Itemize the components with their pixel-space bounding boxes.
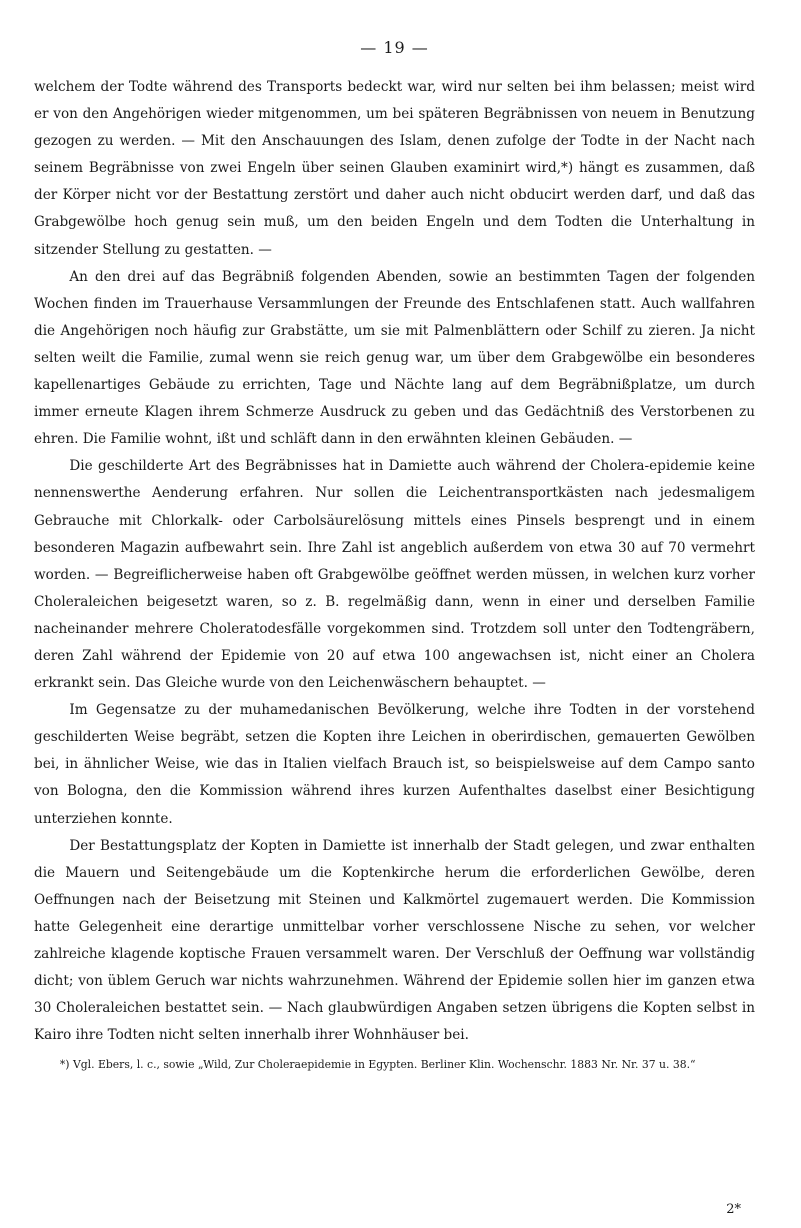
footnote: *) Vgl. Ebers, l. c., sowie „Wild, Zur Choleraepidemie in Egypten. Berliner Klin. Wochenschr. 1883 Nr. Nr. 37 u. 38.“ — [59, 1058, 696, 1072]
paragraph-1: welchem der Todte während des Transports bedeckt war, wird nur selten bei ihm belassen; meist wird er von den Angehörigen wieder mitgenommen, um bei späteren Begräbnissen von neuem in Benutzung gezogen zu werden. — Mit den Anschauungen des Islam, denen zufolge der Todte in der Nacht nach seinem Begräbnisse von zwei Engeln über seinen Glauben examinirt wird,*) hängt es zusammen, daß der Körper nicht vor der Bestattung zerstört und daher auch nicht obducirt werden darf, und daß das Grabgewölbe hoch genug sein muß, um den beiden Engeln und dem Todten die Unterhaltung in sitzender Stellung zu gestatten. — — [34, 79, 755, 258]
printer-signature-mark: 2* — [726, 1202, 741, 1217]
body-text — [34, 74, 755, 1049]
paragraph-2: An den drei auf das Begräbniß folgenden Abenden, sowie an bestimmten Tagen der folgenden Wochen finden im Trauerhause Versammlungen der Freunde des Entschlafenen statt. Auch wallfahren die Angehörigen noch häufig zur Grabstätte, um sie mit Palmenblättern oder Schilf zu zieren. Ja nicht selten weilt die Familie, zumal wenn sie reich genug war, um über dem Grabgewölbe ein besonderes kapellenartiges Gebäude zu errichten, Tage und Nächte lang auf dem Begräbnißplatze, um durch immer erneute Klagen ihrem Schmerze Ausdruck zu geben und das Gedächtniß des Verstorbenen zu ehren. Die Familie wohnt, ißt und schläft dann in den erwähnten kleinen Gebäuden. — — [34, 268, 755, 448]
paragraph-3: Die geschilderte Art des Begräbnisses hat in Damiette auch während der Cholera-epidemie keine nennenswerthe Aenderung erfahren. Nur sollen die Leichentransportkästen nach jedesmaligem Gebrauche mit Chlorkalk- oder Carbolsäurelösung mittels eines Pinsels besprengt und in einem besonderen Magazin aufbewahrt sein. Ihre Zahl ist angeblich außerdem von etwa 30 auf 70 vermehrt worden. — Begreiflicherweise haben oft Grabgewölbe geöffnet werden müssen, in welchen kurz vorher Choleraleichen beigesetzt waren, so z. B. regelmäßig dann, wenn in einer und derselben Familie nacheinander mehrere Choleratodesfälle vorgekommen sind. Trotzdem soll unter den Todtengräbern, deren Zahl während der Epidemie von 20 auf etwa 100 angewachsen ist, nicht einer an Cholera erkrankt sein. Das Gleiche wurde von den Leichenwäschern behauptet. — — [34, 458, 755, 692]
page-number: — 19 — — [360, 38, 429, 57]
paragraph-4: Im Gegensatze zu der muhamedanischen Bevölkerung, welche ihre Todten in der vorstehend geschilderten Weise begräbt, setzen die Kopten ihre Leichen in oberirdischen, gemauerten Gewölben bei, in ähnlicher Weise, wie das in Italien vielfach Brauch ist, so beispielsweise auf dem Campo santo von Bologna, den die Kommission während ihres kurzen Aufenthaltes daselbst einer Besichtigung unterziehen konnte. — [34, 702, 755, 827]
paragraph-5: Der Bestattungsplatz der Kopten in Damiette ist innerhalb der Stadt gelegen, und zwar enthalten die Mauern und Seitengebäude um die Koptenkirche herum die erforderlichen Gewölbe, deren Oeffnungen nach der Beisetzung mit Steinen und Kalkmörtel zugemauert werden. Die Kommission hatte Gelegenheit eine derartige unmittelbar vorher verschlossene Nische zu sehen, vor welcher zahlreiche klagende koptische Frauen versammelt waren. Der Verschluß der Oeffnung war vollständig dicht; von üblem Geruch war nichts wahrzunehmen. Während der Epidemie sollen hier im ganzen etwa 30 Choleraleichen bestattet sein. — Nach glaubwürdigen Angaben setzen übrigens die Kopten selbst in Kairo ihre Todten nicht selten innerhalb ihrer Wohnhäuser bei. — [34, 837, 755, 1044]
